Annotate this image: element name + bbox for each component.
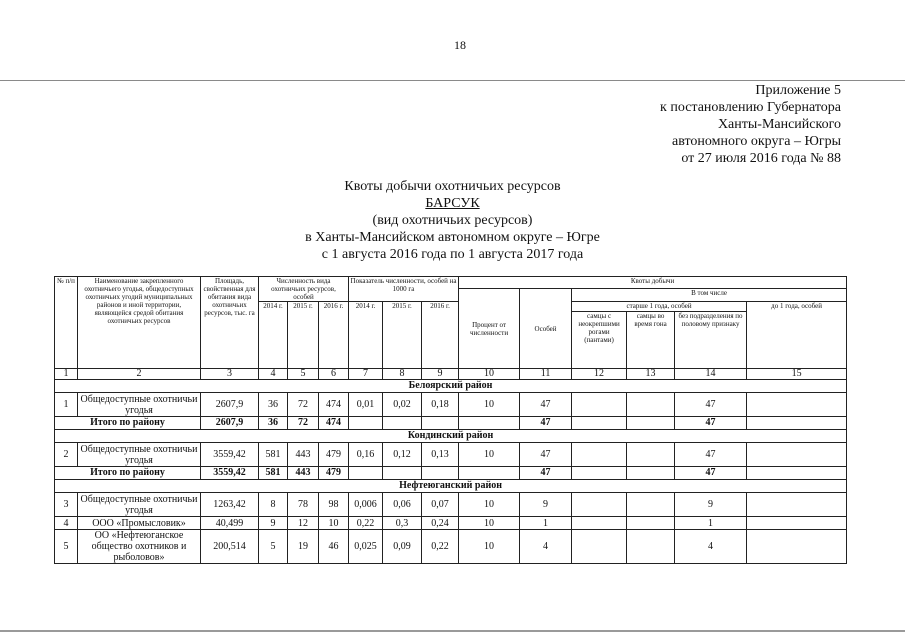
cell-p2014: 8 (259, 493, 288, 517)
species-name (0, 195, 905, 212)
header-density-2015: 2015 г. (383, 302, 422, 369)
header-older: старше 1 года, особей (572, 302, 747, 312)
cell-antlers (572, 493, 627, 517)
column-number: 10 (459, 369, 520, 380)
cell-area: 1263,42 (201, 493, 259, 517)
cell-d2016: 0,22 (422, 530, 459, 564)
header-males-antlers: самцы с неокрепшими рогами (пантами) (572, 312, 627, 369)
cell-p2015: 19 (288, 530, 319, 564)
cell-rut (627, 443, 675, 467)
cell-d2015: 0,02 (383, 393, 422, 417)
appendix-block (660, 82, 841, 167)
total-p2016: 474 (319, 417, 349, 430)
cell-individuals: 47 (520, 443, 572, 467)
total-empty (422, 417, 459, 430)
header-no-sex: без подразделения по половому признаку (675, 312, 747, 369)
cell-d2015: 0,06 (383, 493, 422, 517)
cell-p2014: 36 (259, 393, 288, 417)
cell-name: ОО «Нефтеюганское общество охотников и рыболовов» (78, 530, 201, 564)
cell-nosex: 47 (675, 393, 747, 417)
cell-nosex: 4 (675, 530, 747, 564)
column-number: 6 (319, 369, 349, 380)
cell-under1 (747, 443, 847, 467)
total-individuals: 47 (520, 467, 572, 480)
cell-name: Общедоступные охотничьи угодья (78, 393, 201, 417)
header-density-2016: 2016 г. (422, 302, 459, 369)
cell-nosex: 47 (675, 443, 747, 467)
cell-d2014: 0,01 (349, 393, 383, 417)
cell-d2016: 0,24 (422, 517, 459, 530)
header-under1: до 1 года, особей (747, 302, 847, 369)
district-row (55, 480, 847, 493)
column-number: 3 (201, 369, 259, 380)
appendix-line: Ханты-Мансийского (717, 117, 841, 132)
cell-num: 4 (55, 517, 78, 530)
total-p2015: 443 (288, 467, 319, 480)
cell-individuals: 1 (520, 517, 572, 530)
cell-d2016: 0,07 (422, 493, 459, 517)
total-empty (383, 417, 422, 430)
header-population: Численность вида охотничьих ресурсов, особей (259, 277, 349, 302)
cell-percent: 10 (459, 443, 520, 467)
table-row (55, 443, 847, 467)
column-number: 9 (422, 369, 459, 380)
cell-area: 200,514 (201, 530, 259, 564)
total-empty (627, 417, 675, 430)
total-empty (747, 467, 847, 480)
cell-p2015: 72 (288, 393, 319, 417)
total-empty (572, 467, 627, 480)
cell-p2015: 12 (288, 517, 319, 530)
species-caption: (вид охотничьих ресурсов) (372, 213, 533, 228)
district-name: Нефтеюганский район (55, 480, 847, 493)
cell-p2016: 98 (319, 493, 349, 517)
cell-d2014: 0,006 (349, 493, 383, 517)
column-number: 11 (520, 369, 572, 380)
total-p2014: 36 (259, 417, 288, 430)
page-number: 18 (454, 38, 466, 52)
cell-d2014: 0,22 (349, 517, 383, 530)
total-empty (747, 417, 847, 430)
total-empty (422, 467, 459, 480)
cell-name: Общедоступные охотничьи угодья (78, 443, 201, 467)
column-number: 5 (288, 369, 319, 380)
cell-percent: 10 (459, 393, 520, 417)
header-year-2015: 2015 г. (288, 302, 319, 369)
cell-d2014: 0,025 (349, 530, 383, 564)
cell-d2016: 0,18 (422, 393, 459, 417)
total-empty (459, 417, 520, 430)
cell-p2016: 10 (319, 517, 349, 530)
table-row (55, 530, 847, 564)
cell-p2016: 46 (319, 530, 349, 564)
cell-under1 (747, 517, 847, 530)
appendix-line: Приложение 5 (755, 83, 841, 98)
cell-p2016: 479 (319, 443, 349, 467)
cell-antlers (572, 517, 627, 530)
cell-area: 40,499 (201, 517, 259, 530)
cell-p2015: 443 (288, 443, 319, 467)
header-year-2014: 2014 г. (259, 302, 288, 369)
column-number: 7 (349, 369, 383, 380)
header-area: Площадь, свойственная для обитания вида охотничьих ресурсов, тыс. га (201, 277, 259, 369)
scan-bottom-edge (0, 630, 905, 632)
total-p2015: 72 (288, 417, 319, 430)
column-number: 13 (627, 369, 675, 380)
column-number: 14 (675, 369, 747, 380)
cell-area: 2607,9 (201, 393, 259, 417)
region-title: в Ханты-Мансийском автономном округе – Югре (305, 230, 600, 245)
district-row (55, 380, 847, 393)
total-empty (627, 467, 675, 480)
cell-under1 (747, 393, 847, 417)
cell-num: 3 (55, 493, 78, 517)
cell-p2014: 5 (259, 530, 288, 564)
header-density: Показатель численности, особей на 1000 га (349, 277, 459, 302)
cell-area: 3559,42 (201, 443, 259, 467)
total-row (55, 417, 847, 430)
total-empty (572, 417, 627, 430)
document-title: Квоты добычи охотничьих ресурсов (344, 179, 561, 194)
cell-num: 2 (55, 443, 78, 467)
appendix-line: от 27 июля 2016 года № 88 (681, 151, 841, 166)
column-number: 1 (55, 369, 78, 380)
column-number: 15 (747, 369, 847, 380)
header-name: Наименование закрепленного охотничьего угодья, общедоступных охотничьих угодий муниципальных районов и иной территории, являющейся средой обитания охотничьих ресурсов (78, 277, 201, 369)
cell-antlers (572, 443, 627, 467)
total-empty (383, 467, 422, 480)
table-row (55, 517, 847, 530)
cell-individuals: 4 (520, 530, 572, 564)
column-numbers-row (55, 369, 847, 380)
cell-under1 (747, 530, 847, 564)
table-row (55, 493, 847, 517)
quota-table (54, 276, 847, 564)
cell-p2014: 9 (259, 517, 288, 530)
column-number: 4 (259, 369, 288, 380)
total-label: Итого по району (55, 417, 201, 430)
header-including: В том числе (572, 289, 847, 302)
cell-rut (627, 517, 675, 530)
cell-rut (627, 530, 675, 564)
species-name-text: БАРСУК (425, 196, 480, 211)
total-empty (459, 467, 520, 480)
cell-name: ООО «Промысловик» (78, 517, 201, 530)
cell-p2016: 474 (319, 393, 349, 417)
total-area: 2607,9 (201, 417, 259, 430)
cell-d2015: 0,09 (383, 530, 422, 564)
cell-under1 (747, 493, 847, 517)
cell-rut (627, 393, 675, 417)
total-p2016: 479 (319, 467, 349, 480)
cell-p2014: 581 (259, 443, 288, 467)
cell-name: Общедоступные охотничьи угодья (78, 493, 201, 517)
cell-num: 1 (55, 393, 78, 417)
column-number: 2 (78, 369, 201, 380)
total-area: 3559,42 (201, 467, 259, 480)
cell-percent: 10 (459, 493, 520, 517)
cell-percent: 10 (459, 530, 520, 564)
cell-d2015: 0,12 (383, 443, 422, 467)
column-number: 12 (572, 369, 627, 380)
header-individuals: Особей (520, 289, 572, 369)
total-individuals: 47 (520, 417, 572, 430)
total-p2014: 581 (259, 467, 288, 480)
cell-nosex: 1 (675, 517, 747, 530)
cell-nosex: 9 (675, 493, 747, 517)
cell-d2014: 0,16 (349, 443, 383, 467)
total-nosex: 47 (675, 467, 747, 480)
total-nosex: 47 (675, 417, 747, 430)
column-number: 8 (383, 369, 422, 380)
cell-rut (627, 493, 675, 517)
header-divider (0, 80, 905, 81)
period-title: с 1 августа 2016 года по 1 августа 2017 года (321, 247, 584, 262)
total-row (55, 467, 847, 480)
cell-percent: 10 (459, 517, 520, 530)
district-name: Кондинский район (55, 430, 847, 443)
header-males-rut: самцы во время гона (627, 312, 675, 369)
header-density-2014: 2014 г. (349, 302, 383, 369)
header-year-2016: 2016 г. (319, 302, 349, 369)
total-empty (349, 467, 383, 480)
district-name: Белоярский район (55, 380, 847, 393)
cell-num: 5 (55, 530, 78, 564)
header-percent: Процент от численности (459, 289, 520, 369)
total-empty (349, 417, 383, 430)
header-num: № п/п (55, 277, 78, 369)
total-label: Итого по району (55, 467, 201, 480)
appendix-line: автономного округа – Югры (672, 134, 841, 149)
appendix-line: к постановлению Губернатора (660, 100, 841, 115)
cell-p2015: 78 (288, 493, 319, 517)
table-row (55, 393, 847, 417)
cell-individuals: 47 (520, 393, 572, 417)
cell-d2016: 0,13 (422, 443, 459, 467)
cell-individuals: 9 (520, 493, 572, 517)
cell-antlers (572, 393, 627, 417)
cell-d2015: 0,3 (383, 517, 422, 530)
header-quota: Квоты добычи (459, 277, 847, 289)
district-row (55, 430, 847, 443)
cell-antlers (572, 530, 627, 564)
